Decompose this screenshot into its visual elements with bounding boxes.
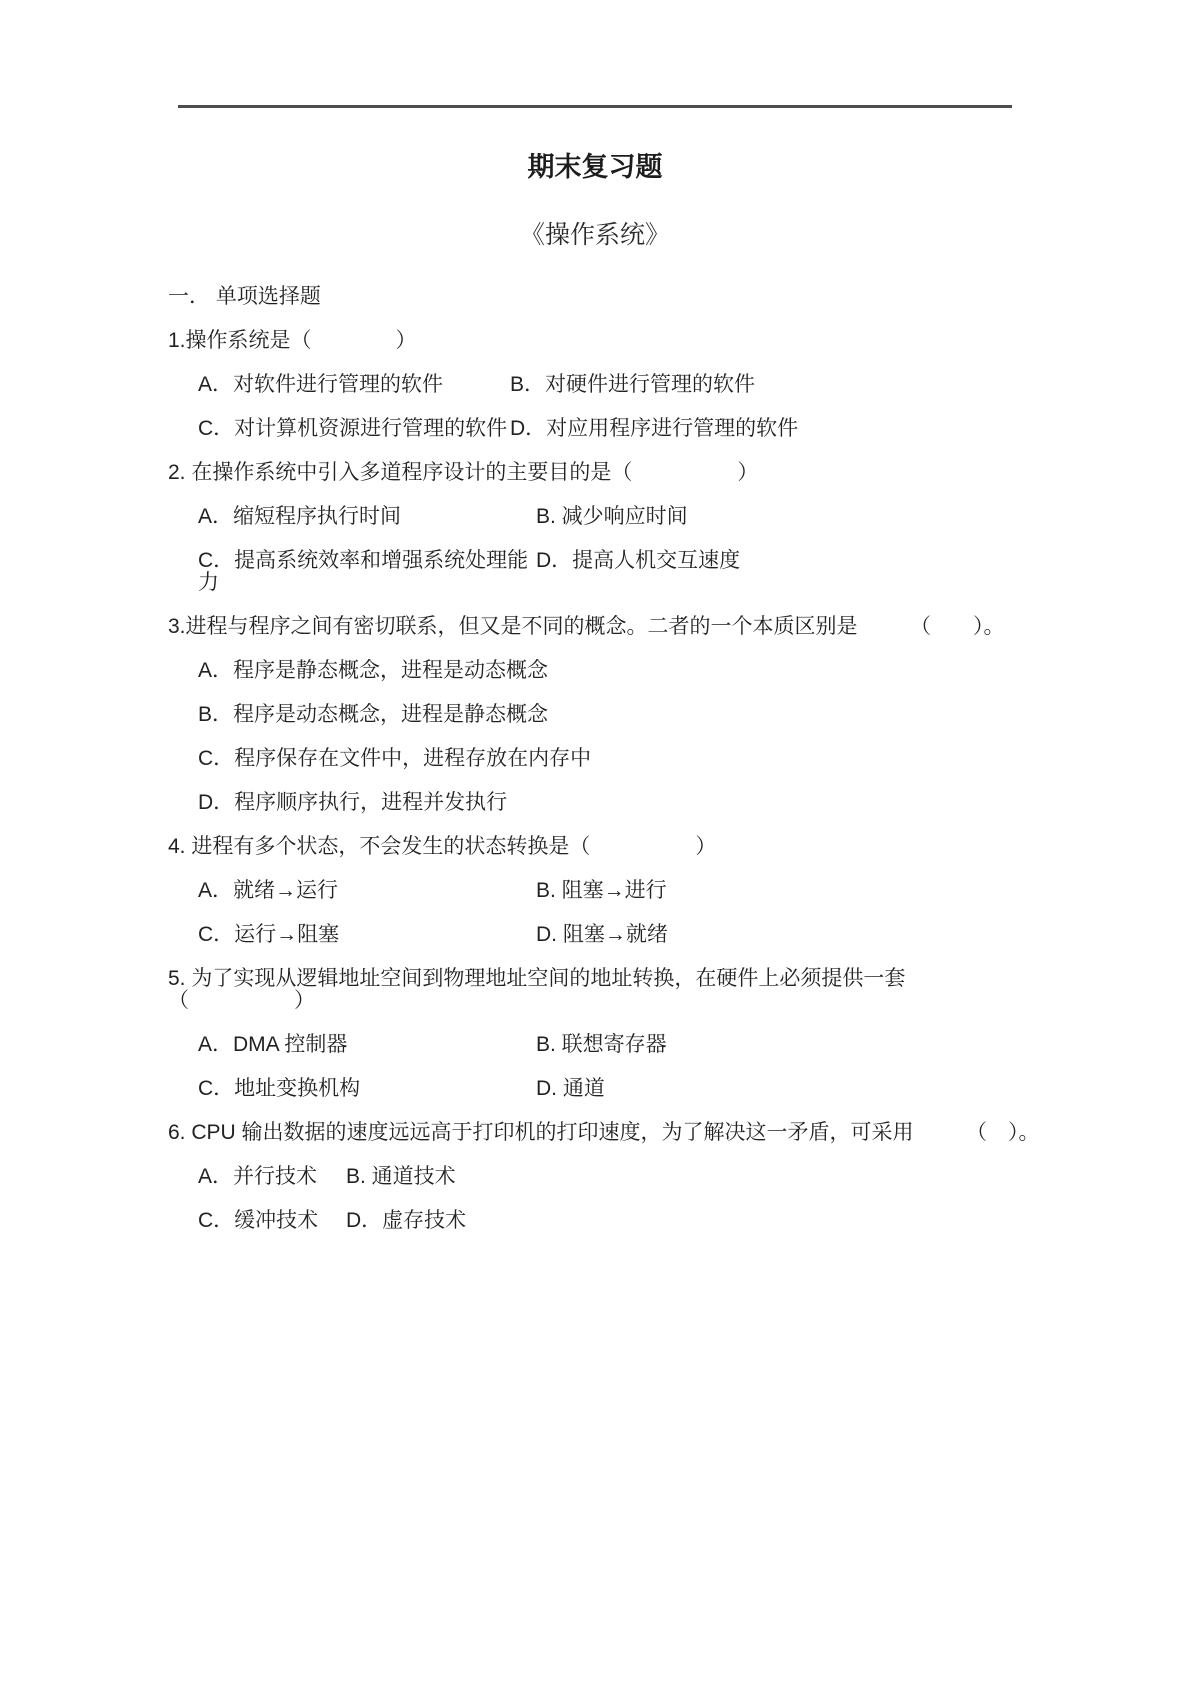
- question-2-option-b: B. 减少响应时间: [536, 505, 688, 528]
- section-heading: 一． 单项选择题: [168, 285, 321, 308]
- question-2-option-c: C．提高系统效率和增强系统处理能力: [198, 549, 529, 594]
- question-3-option-row-1: [168, 660, 1040, 682]
- question-6-option-row-1: [168, 1166, 1040, 1188]
- question-5: [168, 968, 1040, 1100]
- question-5-option-b: B. 联想寄存器: [536, 1033, 667, 1056]
- question-1-option-c: C．对计算机资源进行管理的软件: [198, 417, 508, 440]
- document-body: [168, 286, 1040, 1232]
- question-5-text: 5. 为了实现从逻辑地址空间到物理地址空间的地址转换，在硬件上必须提供一套（ ）: [168, 967, 906, 1012]
- question-6-option-d: D．虚存技术: [346, 1209, 467, 1232]
- document-subtitle: 《操作系统》: [519, 222, 670, 249]
- question-1: [168, 330, 1040, 440]
- question-3-text: 3.进程与程序之间有密切联系，但又是不同的概念。二者的一个本质区别是 （ ）。: [168, 615, 1005, 638]
- question-6-option-a: A．并行技术: [198, 1165, 318, 1188]
- question-6: [168, 1122, 1040, 1232]
- question-3-option-a: A．程序是静态概念，进程是动态概念: [198, 659, 549, 682]
- question-3-option-d: D．程序顺序执行，进程并发执行: [198, 791, 508, 814]
- question-5-option-d: D. 通道: [536, 1077, 605, 1100]
- question-5-option-c: C．地址变换机构: [198, 1077, 361, 1100]
- question-2-text: 2. 在操作系统中引入多道程序设计的主要目的是（ ）: [168, 461, 759, 484]
- question-3-option-b: B．程序是动态概念，进程是静态概念: [198, 703, 549, 726]
- question-4-option-row-2: [168, 924, 1040, 946]
- header-rule: [178, 105, 1012, 108]
- question-4-text: 4. 进程有多个状态，不会发生的状态转换是（ ）: [168, 835, 717, 858]
- question-5-option-row-1: [168, 1034, 1040, 1056]
- question-3-option-row-2: [168, 704, 1040, 726]
- question-2-option-d: D．提高人机交互速度: [536, 549, 741, 572]
- question-3-option-row-4: [168, 792, 1040, 814]
- question-2-option-a: A．缩短程序执行时间: [198, 505, 402, 528]
- question-6-text: 6. CPU 输出数据的速度远远高于打印机的打印速度，为了解决这一矛盾，可采用 （ ）。: [168, 1121, 1040, 1144]
- question-6-option-b: B. 通道技术: [346, 1165, 456, 1188]
- question-1-text: 1.操作系统是（ ）: [168, 329, 417, 352]
- question-2: [168, 462, 1040, 594]
- question-5-option-a: A．DMA 控制器: [198, 1033, 348, 1056]
- question-4-option-c: C．运行→阻塞: [198, 923, 340, 946]
- question-3-option-row-3: [168, 748, 1040, 770]
- question-2-option-row-2: [168, 550, 1040, 594]
- question-1-option-b: B．对硬件进行管理的软件: [510, 373, 756, 396]
- question-1-option-row-2: [168, 418, 1040, 440]
- question-3-option-c: C．程序保存在文件中，进程存放在内存中: [198, 747, 592, 770]
- question-2-option-row-1: [168, 506, 1040, 528]
- question-1-option-a: A．对软件进行管理的软件: [198, 373, 444, 396]
- question-1-option-row-1: [168, 374, 1040, 396]
- question-4: [168, 836, 1040, 946]
- question-4-option-d: D. 阻塞→就绪: [536, 923, 668, 946]
- document-title: 期末复习题: [527, 152, 663, 182]
- question-4-option-b: B. 阻塞→进行: [536, 879, 667, 902]
- question-5-option-row-2: [168, 1078, 1040, 1100]
- question-1-option-d: D．对应用程序进行管理的软件: [510, 417, 799, 440]
- question-4-option-row-1: [168, 880, 1040, 902]
- question-3: [168, 616, 1040, 814]
- question-6-option-c: C．缓冲技术: [198, 1209, 319, 1232]
- question-6-option-row-2: [168, 1210, 1040, 1232]
- question-4-option-a: A．就绪→运行: [198, 879, 339, 902]
